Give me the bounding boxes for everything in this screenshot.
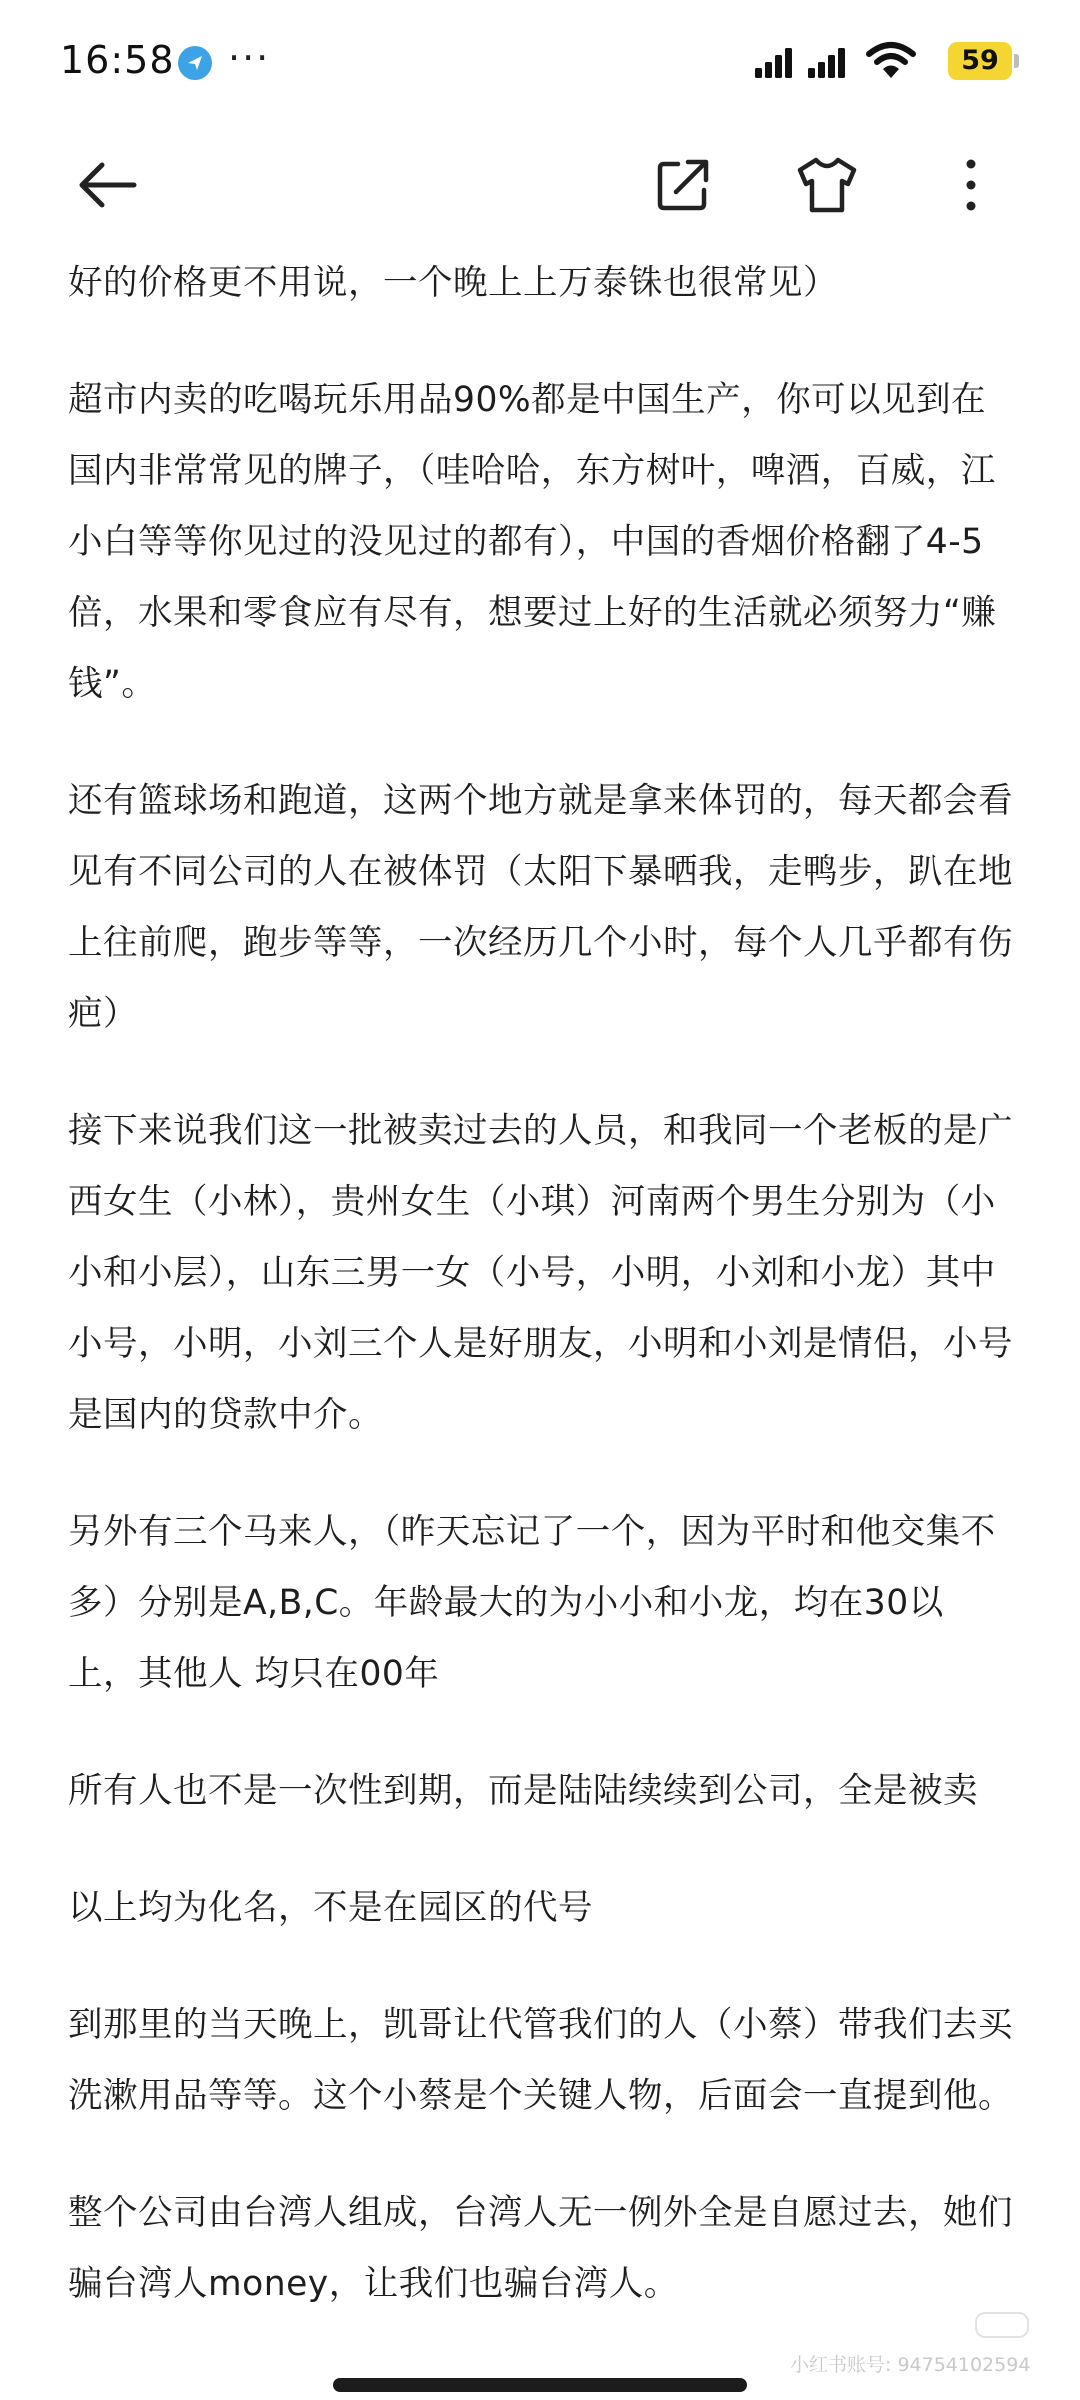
article-paragraph: 还有篮球场和跑道，这两个地方就是拿来体罚的，每天都会看见有不同公司的人在被体罚（太阳下暴晒我，走鸭步，趴在地上往前爬，跑步等等，一次经历几个小时，每个人几乎都有伤疤） <box>68 781 1013 1034</box>
article-body <box>68 248 1013 2366</box>
article-paragraph: 到那里的当天晚上，凯哥让代管我们的人（小蔡）带我们去买洗漱用品等等。这个小蔡是个关键人物，后面会一直提到他。 <box>68 2005 1013 2116</box>
wifi-icon <box>866 40 916 80</box>
battery-icon <box>948 42 1012 80</box>
signal-icon <box>808 46 848 78</box>
battery-nub <box>1014 54 1019 68</box>
back-button[interactable] <box>72 150 142 220</box>
battery-level: 59 <box>961 45 999 76</box>
article-paragraph: 接下来说我们这一批被卖过去的人员，和我同一个老板的是广西女生（小林），贵州女生（小琪）河南两个男生分别为（小小和小层），山东三男一女（小号，小明，小刘和小龙）其中小号，小明，小刘三个人是好朋友，小明和小刘是情侣，小号是国内的贷款中介。 <box>68 1111 1013 1435</box>
location-icon <box>178 46 212 80</box>
back-arrow-icon <box>72 150 142 220</box>
home-indicator[interactable] <box>333 2378 747 2392</box>
watermark-text: 小红书账号: 94754102594 <box>790 2354 1031 2376</box>
watermark-logo <box>975 2312 1029 2338</box>
shirt-button[interactable] <box>792 150 862 220</box>
article-paragraph: 以上均为化名，不是在园区的代号 <box>68 1888 593 1928</box>
shirt-icon <box>792 150 862 220</box>
article-paragraph: 超市内卖的吃喝玩乐用品90%都是中国生产，你可以见到在国内非常常见的牌子，（哇哈哈，东方树叶，啤酒，百威，江小白等等你见过的没见过的都有），中国的香烟价格翻了4-5倍，水果和零食应有尽有，想要过上好的生活就必须努力“赚钱”。 <box>68 380 997 704</box>
top-toolbar <box>0 130 1080 240</box>
more-options-button[interactable] <box>936 150 1006 220</box>
status-overflow-dots: ··· <box>228 36 271 80</box>
article-paragraph: 整个公司由台湾人组成，台湾人无一例外全是自愿过去，她们骗台湾人money，让我们也骗台湾人。 <box>68 2193 1013 2304</box>
share-icon <box>648 150 718 220</box>
signal-icon <box>755 46 795 78</box>
more-vertical-icon <box>936 150 1006 220</box>
article-paragraph: 另外有三个马来人，（昨天忘记了一个，因为平时和他交集不多）分别是A,B,C。年龄最大的为小小和小龙，均在30以上，其他人 均只在00年 <box>68 1512 996 1694</box>
status-bar <box>0 0 1080 130</box>
share-button[interactable] <box>648 150 718 220</box>
status-time: 16:58 <box>60 38 175 82</box>
article-paragraph: 所有人也不是一次性到期，而是陆陆续续到公司，全是被卖 <box>68 1771 978 1811</box>
article-paragraph: 好的价格更不用说，一个晚上上万泰铢也很常见） <box>68 263 838 303</box>
